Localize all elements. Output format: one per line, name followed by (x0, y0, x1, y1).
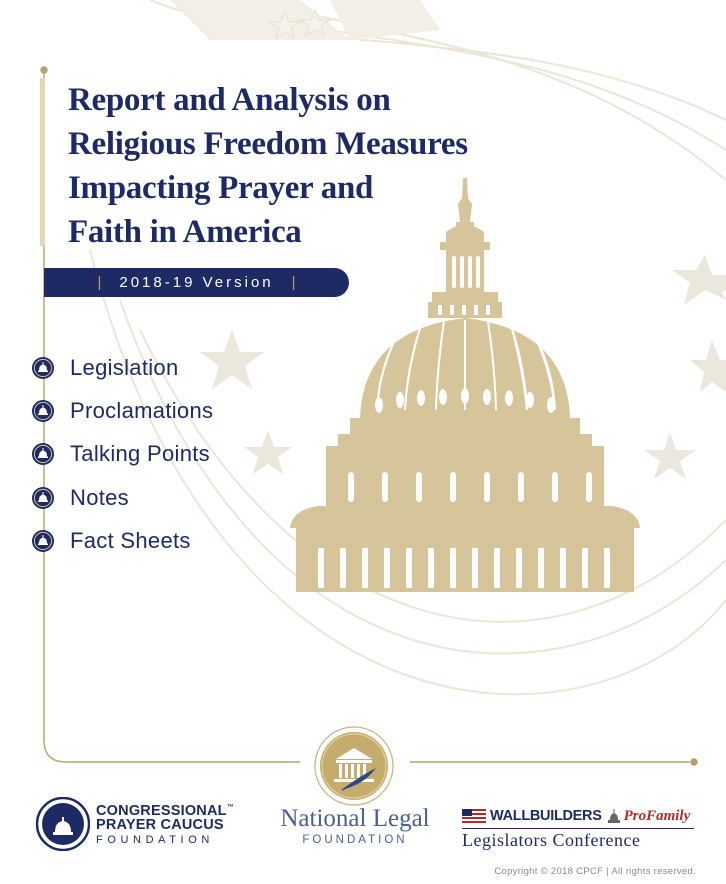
nlf-sub: FOUNDATION (302, 834, 408, 846)
capitol-icon (606, 808, 622, 824)
title-line-1: Report and Analysis on (68, 82, 391, 118)
title-line-3: Impacting Prayer and (68, 170, 374, 206)
list-item-proclamations[interactable] (32, 389, 213, 432)
nlf-name: National Legal (280, 805, 430, 832)
title-accent-bar (40, 78, 45, 246)
wallbuilders-name: WALLBUILDERS (490, 808, 602, 824)
conference-name: Legislators Conference (462, 828, 694, 851)
cpcf-name-line-2: PRAYER CAUCUS (96, 817, 224, 834)
capitol-bullet-icon (32, 400, 54, 422)
version-divider-right: | (291, 274, 296, 291)
title-line-4: Faith in America (68, 214, 302, 250)
version-label: 2018-19 Version (119, 274, 274, 291)
list-item-notes[interactable] (32, 476, 213, 519)
toc-label: Legislation (70, 354, 179, 380)
toc-label: Proclamations (70, 397, 214, 423)
list-item-legislation[interactable] (32, 346, 213, 389)
title-line-2: Religious Freedom Measures (68, 126, 468, 162)
toc-label: Fact Sheets (70, 527, 191, 553)
list-item-talking-points[interactable] (32, 433, 213, 476)
flag-icon (462, 809, 486, 823)
version-banner (44, 268, 349, 297)
toc-label: Notes (70, 484, 129, 510)
capitol-bullet-icon (32, 443, 54, 465)
copyright-notice: Copyright © 2018 CPCF | All rights reserved. (494, 866, 696, 877)
list-item-fact-sheets[interactable] (32, 519, 213, 562)
cpcf-logo (36, 797, 234, 851)
capitol-bullet-icon (32, 357, 54, 379)
capitol-bullet-icon (32, 487, 54, 509)
toc-label: Talking Points (70, 441, 210, 467)
version-divider-left: | (97, 274, 102, 291)
cpcf-trademark: ™ (226, 803, 234, 811)
capitol-bullet-icon (32, 530, 54, 552)
nlf-seal-logo (314, 726, 394, 806)
cpcf-name-line-1: CONGRESSIONAL (96, 802, 227, 819)
cpcf-seal-icon (36, 797, 90, 851)
wallbuilders-logo (462, 806, 702, 851)
profamily-name: ProFamily (623, 807, 691, 824)
report-title (68, 78, 548, 254)
cpcf-name-line-3: FOUNDATION (96, 834, 214, 847)
contents-list (32, 346, 213, 562)
nlf-wordmark (270, 805, 440, 846)
